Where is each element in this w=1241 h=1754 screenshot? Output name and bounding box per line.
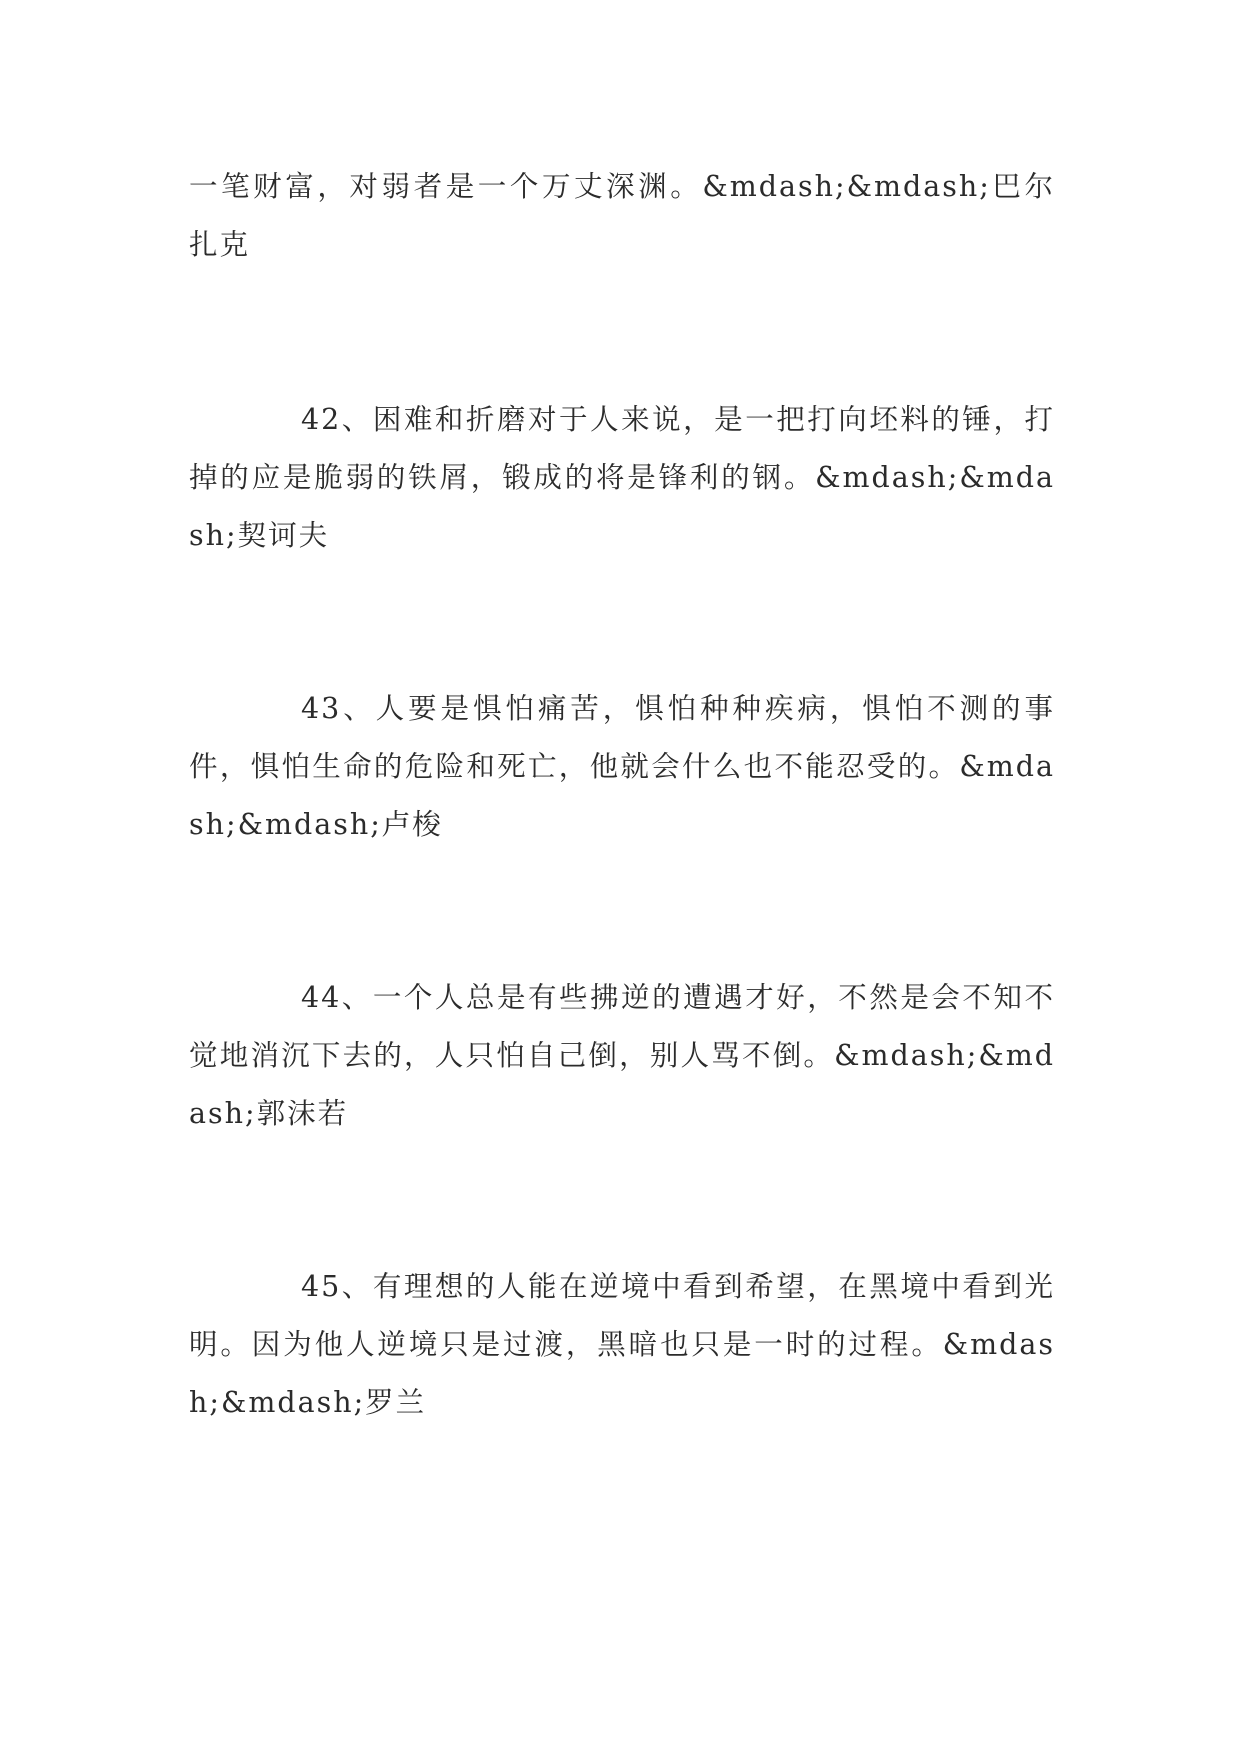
quote-paragraph-42: 42、困难和折磨对于人来说，是一把打向坯料的锤，打掉的应是脆弱的铁屑，锻成的将是锋利的钢。&mdash;&mdash;契诃夫 — [189, 403, 1055, 552]
quote-paragraph-43: 43、人要是惧怕痛苦，惧怕种种疾病，惧怕不测的事件，惧怕生命的危险和死亡，他就会什么也不能忍受的。&mdash;&mdash;卢梭 — [189, 692, 1055, 841]
quote-paragraph-45: 45、有理想的人能在逆境中看到希望，在黑境中看到光明。因为他人逆境只是过渡，黑暗也只是一时的过程。&mdash;&mdash;罗兰 — [189, 1270, 1055, 1419]
quote-paragraph-continuation: 一笔财富，对弱者是一个万丈深渊。&mdash;&mdash;巴尔扎克 — [189, 170, 1055, 261]
quote-paragraph-44: 44、一个人总是有些拂逆的遭遇才好，不然是会不知不觉地消沉下去的，人只怕自己倒，别人骂不倒。&mdash;&mdash;郭沫若 — [189, 981, 1055, 1130]
